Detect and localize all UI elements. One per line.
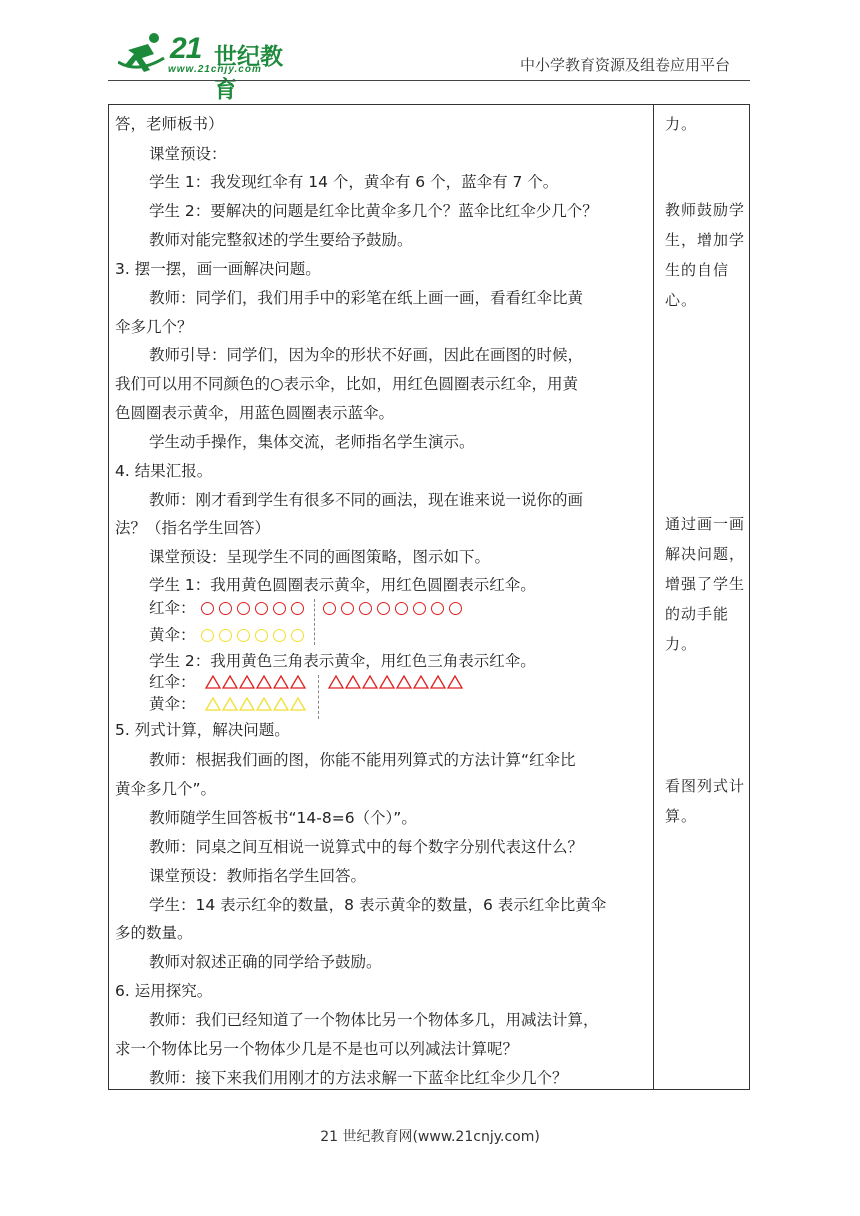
logo-number: 21 — [170, 32, 202, 65]
text-line: 教师：我们已经知道了一个物体比另一个物体多几，用减法计算， — [149, 1011, 599, 1029]
text-line: 教师对叙述正确的同学给予鼓励。 — [149, 953, 382, 971]
side-note: 力。 — [665, 115, 698, 133]
diagram2-separator — [318, 675, 319, 719]
red-circle — [273, 602, 286, 615]
text-line: 学生 2：要解决的问题是红伞比黄伞多几个？蓝伞比红伞少几个？ — [149, 202, 598, 220]
header-divider — [108, 80, 750, 81]
section-heading: 5. 列式计算，解决问题。 — [115, 721, 290, 739]
text-line: 教师：接下来我们用刚才的方法求解一下蓝伞比红伞少几个？ — [149, 1069, 568, 1087]
red-circle — [341, 602, 354, 615]
side-note: 看图列式计算。 — [665, 777, 746, 825]
yellow-circle — [237, 629, 250, 642]
yellow-circle — [273, 629, 286, 642]
text-line: 课堂预设：呈现学生不同的画图策略，图示如下。 — [149, 548, 491, 566]
text-line: 黄伞多几个”。 — [115, 780, 217, 798]
text-line: 教师随学生回答板书“14-8=6（个）”。 — [149, 809, 417, 827]
side-note: 教师鼓励学生，增加学生的自信心。 — [665, 201, 746, 309]
red-circle — [201, 602, 214, 615]
red-circles — [201, 597, 467, 619]
yellow-circle — [219, 629, 232, 642]
runner-icon — [118, 32, 168, 74]
section-heading: 6. 运用探究。 — [115, 982, 213, 1000]
yellow-circle — [291, 629, 304, 642]
text-line: 色圆圈表示黄伞，用蓝色圆圈表示蓝伞。 — [115, 404, 395, 422]
text-line: 学生 2：我用黄色三角表示黄伞，用红色三角表示红伞。 — [149, 652, 536, 670]
text-line: 学生：14 表示红伞的数量，8 表示黄伞的数量，6 表示红伞比黄伞 — [149, 896, 607, 914]
page-header — [0, 0, 860, 103]
yellow-circle — [201, 629, 214, 642]
red-circle — [377, 602, 390, 615]
text-line: 课堂预设： — [149, 145, 227, 163]
text-line: 答，老师板书） — [115, 115, 224, 133]
logo-name: 世纪教育 — [214, 44, 283, 103]
text-line: 教师：刚才看到学生有很多不同的画法，现在谁来说一说你的画 — [149, 491, 584, 509]
red-circle — [359, 602, 372, 615]
red-label: 红伞： — [149, 599, 196, 617]
diagram1-separator — [314, 599, 315, 645]
yellow-circles — [201, 624, 309, 646]
yellow-label: 黄伞： — [149, 626, 196, 644]
red-circle — [255, 602, 268, 615]
text-line: 教师：同桌之间互相说一说算式中的每个数字分别代表这什么？ — [149, 838, 584, 856]
page-footer: 21 世纪教育网(www.21cnjy.com) — [320, 1129, 540, 1145]
red-circle — [219, 602, 232, 615]
column-divider — [653, 105, 654, 1089]
red-label: 红伞： — [149, 673, 196, 691]
text-line: 多的数量。 — [115, 924, 193, 942]
text-line: 我们可以用不同颜色的○表示伞，比如，用红色圆圈表示红伞，用黄 — [115, 375, 579, 393]
red-circle — [291, 602, 304, 615]
text-line: 伞多几个？ — [115, 318, 193, 336]
text-line: 教师：同学们，我们用手中的彩笔在纸上画一画，看看红伞比黄 — [149, 289, 584, 307]
section-heading: 4. 结果汇报。 — [115, 462, 213, 480]
red-circle — [449, 602, 462, 615]
text-line: 教师引导：同学们，因为伞的形状不好画，因此在画图的时候， — [149, 346, 584, 364]
text-line: 学生动手操作，集体交流，老师指名学生演示。 — [149, 433, 475, 451]
yellow-triangles — [205, 697, 315, 711]
platform-title: 中小学教育资源及组卷应用平台 — [519, 56, 730, 74]
red-triangles — [205, 675, 475, 689]
yellow-label: 黄伞： — [149, 695, 196, 713]
lesson-table — [108, 104, 750, 1090]
red-circle — [395, 602, 408, 615]
text-line: 课堂预设：教师指名学生回答。 — [149, 867, 367, 885]
red-circle — [413, 602, 426, 615]
site-logo[interactable] — [118, 28, 288, 103]
logo-url: www.21cnjy.com — [168, 64, 262, 75]
text-line: 教师对能完整叙述的学生要给予鼓励。 — [149, 231, 413, 249]
text-line: 求一个物体比另一个物体少几是不是也可以列减法计算呢？ — [115, 1040, 519, 1058]
text-line: 学生 1：我发现红伞有 14 个，黄伞有 6 个，蓝伞有 7 个。 — [149, 173, 559, 191]
text-line: 学生 1：我用黄色圆圈表示黄伞，用红色圆圈表示红伞。 — [149, 576, 536, 594]
red-circle — [323, 602, 336, 615]
red-circle — [431, 602, 444, 615]
text-line: 教师：根据我们画的图，你能不能用列算式的方法计算“红伞比 — [149, 751, 576, 769]
red-circle — [237, 602, 250, 615]
section-heading: 3. 摆一摆，画一画解决问题。 — [115, 260, 321, 278]
yellow-circle — [255, 629, 268, 642]
side-note: 通过画一画解决问题，增强了学生的动手能力。 — [665, 515, 746, 653]
text-line: 法？（指名学生回答） — [115, 519, 271, 537]
